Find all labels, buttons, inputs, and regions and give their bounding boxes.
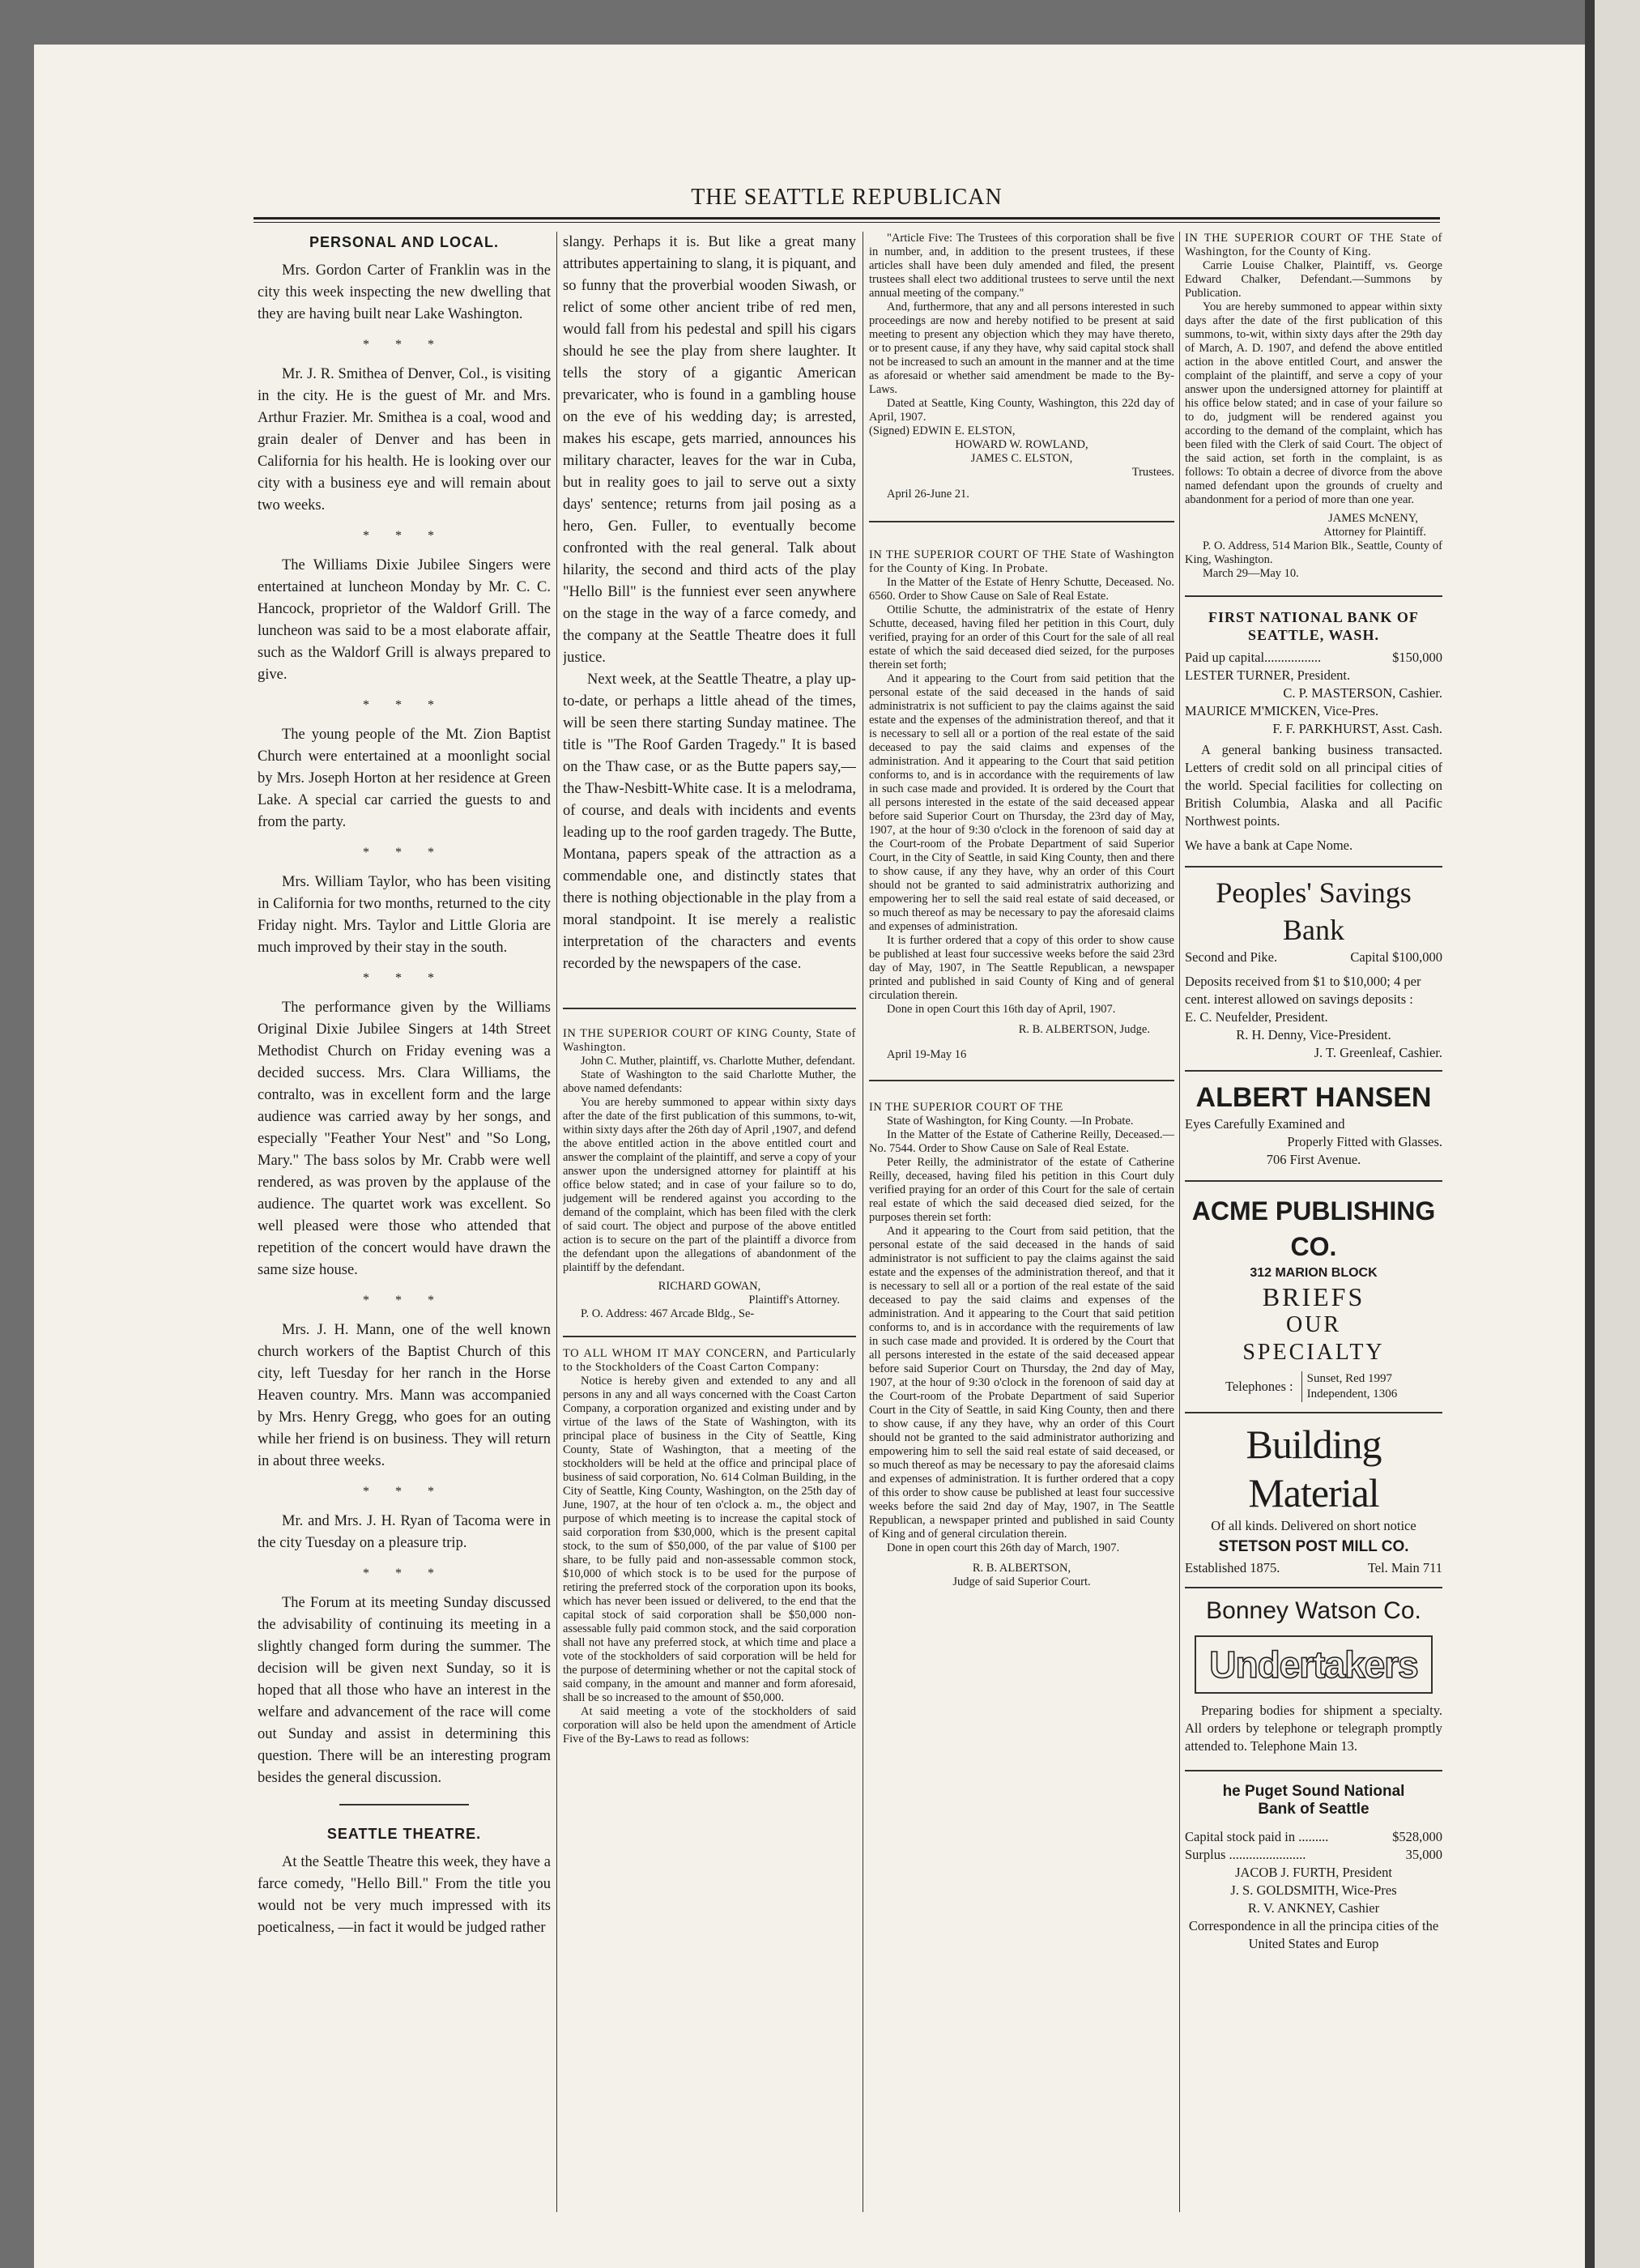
ad-title: Bank of Seattle [1258,1801,1370,1818]
column-rule-1 [556,232,557,2212]
notice-dates: April 19-May 16 [887,1048,967,1061]
officer: R. V. ANKNEY, Cashier [1247,1900,1380,1916]
ad-title: he Puget Sound National [1222,1783,1405,1800]
separator: * * * [363,1567,445,1580]
notice-text: At said meeting a vote of the stockholders of said corporation will also be held upon the amendment of Article Five of the By-Laws to read as follows: [563,1705,856,1746]
officer: R. H. Denny, Vice-President. [1236,1027,1391,1042]
capital-value: $150,000 [1392,650,1442,665]
notice-title: IN THE SUPERIOR COURT OF THE State of Washington, for the County of King. [1185,232,1442,258]
ad-title: FIRST NATIONAL BANK OF SEATTLE, WASH. [1208,609,1419,643]
phone-list [1301,1371,1398,1402]
signature: R. B. ALBERTSON, [972,1562,1071,1575]
ad-text: We have a bank at Cape Nome. [1185,838,1353,853]
ad-text: Correspondence in all the principa cities of the United States and Europ [1188,1918,1439,1951]
officer: MAURICE M'MICKEN, Vice-Pres. [1185,703,1379,718]
news-item: Mr. and Mrs. J. H. Ryan of Tacoma were in the city Tuesday on a pleasure trip. [258,1513,551,1551]
ad-text: Deposits received from $1 to $10,000; 4 per cent. interest allowed on savings deposits : [1185,974,1421,1007]
news-item: The Forum at its meeting Sunday discussed the advisability of continuing its meeting in a slightly changed form during the summer. The decision will be given next Sunday, so it is hoped that all those who have an interest in the welfare and advancement of the race will come out Sunday and assist in determining this question. There will be an interesting program besides the general discussion. [258,1595,551,1786]
divider [1185,1180,1442,1182]
divider [1185,1412,1442,1413]
page-gutter [1585,0,1595,2268]
signature: Judge of said Superior Court. [952,1575,1091,1588]
ad-acme-publishing [1185,1193,1442,1402]
ad-text: 706 First Avenue. [1266,1152,1361,1167]
ad-text: Eyes Carefully Examined and [1185,1116,1345,1132]
legal-notice-schutte [869,548,1174,1062]
masthead: THE SEATTLE REPUBLICAN [691,185,1003,210]
notice-text: State of Washington, for King County. —In Probate. [887,1115,1134,1128]
notice-text: Done in open Court this 16th day of April, 1907. [887,1003,1116,1016]
divider [339,1804,469,1805]
divider [563,1008,856,1009]
ad-title: Bonney Watson Co. [1206,1597,1421,1624]
notice-title: TO ALL WHOM IT MAY CONCERN, and Particularly to the Stockholders of the Coast Carton Company: [563,1347,856,1374]
legal-notice-carton-cont [869,232,1174,501]
bank-capital: Capital $100,000 [1350,949,1442,965]
signature: Trustees. [1131,466,1174,479]
ad-building-material [1185,1420,1442,1577]
divider [1185,1070,1442,1072]
news-item: The performance given by the Williams Original Dixie Jubilee Singers at 14th Street Methodist Church on Friday evening was a decided success. Mrs. Clara Williams, the contralto, was in excellent form and the large audience was carried away by her songs, and especially "Feather Your Nest" and "So Long, Mary." The bass solos by Mr. Crabb were well rendered, as was proven by the applause of the audience. The quartet work was excellent. So well pleased were those who attended that repetition of the concert would have drawn the same size house. [258,1000,551,1278]
ad-title: ACME PUBLISHING CO. [1191,1196,1436,1261]
signature: R. B. ALBERTSON, Judge. [1018,1023,1150,1036]
notice-text: Dated at Seattle, King County, Washington, this 22d day of April, 1907. [869,397,1174,424]
notice-title: IN THE SUPERIOR COURT OF THE State of Washington for the County of King. In Probate. [869,548,1174,575]
separator: * * * [363,698,445,712]
theatre-paragraph: Next week, at the Seattle Theatre, a play up-to-date, or perhaps a little ahead of the times, will be seen there starting Sunday matinee. The title is "The Roof Garden Tragedy." It is based on the Thaw case, or as the Butte papers say,—the Thaw-Nesbitt-White case. It is a melodrama, of course, and deals with incidents and events leading up to the roof garden tragedy. The Butte, Montana, papers speak of the attraction as a commendable one, and distinctly states that there is nothing objectionable in the play from a moral standpoint. It ise merely a realistic interpretation of the characters and events recorded by the newspapers of the case. [563,671,856,972]
ad-text: SPECIALTY [1242,1340,1385,1365]
notice-text: Ottilie Schutte, the administratrix of the estate of Henry Schutte, deceased, having filed her petition in this Court, duly verified, praying for an order of this Court for the sale of all real estate of which the said deceased died seized, for the purposes therein set forth; [869,603,1174,671]
capital-value: $528,000 [1392,1829,1442,1844]
divider [869,1080,1174,1081]
notice-text: It is further ordered that a copy of this order to show cause be published at least four successive weeks before the said 23rd day of May, 1907, in The Seattle Republican, a newspaper printed and published in said County of King and of general circulation therein. [869,934,1174,1002]
adjacent-page-edge [1585,0,1640,2268]
notice-dates: March 29—May 10. [1203,567,1299,580]
officer: F. F. PARKHURST, Asst. Cash. [1272,721,1442,736]
ad-text: BRIEFS [1262,1282,1365,1311]
telephone: Tel. Main 711 [1367,1560,1442,1575]
news-item: Mrs. William Taylor, who has been visiting in California for two months, returned to the city Friday night. Mrs. Taylor and Little Gloria are much improved by their stay in the south. [258,874,551,956]
notice-text: Peter Reilly, the administrator of the estate of Catherine Reilly, deceased, having filed his petition in this Court duly verified praying for an order of this Court for the sale of certain real estate of which the said deceased died seized, for the purposes therein set forth: [869,1156,1174,1224]
capital-label: Capital stock paid in ......... [1185,1829,1329,1844]
section-heading: PERSONAL AND LOCAL. [309,234,499,250]
notice-title: IN THE SUPERIOR COURT OF THE [869,1101,1063,1114]
signature: RICHARD GOWAN, [658,1280,761,1293]
signature: JAMES McNENY, [1328,512,1418,525]
notice-title: IN THE SUPERIOR COURT OF KING County, State of Washington. [563,1027,856,1054]
notice-address: P. O. Address, 514 Marion Blk., Seattle, County of King, Washington. [1185,539,1442,566]
masthead-rule [253,217,1440,220]
signature: Attorney for Plaintiff. [1323,526,1426,539]
news-item: Mr. J. R. Smithea of Denver, Col., is visiting in the city. He is the guest of Mr. and Mrs. Arthur Frazier. Mr. Smithea is a coal, wood and grain dealer of Denver and has been in California for his health. He is looking over our city with a business eye and will remain about two weeks. [258,366,551,514]
separator: * * * [363,846,445,859]
news-item: The young people of the Mt. Zion Baptist Church were entertained at a moonlight social by Mrs. Joseph Horton at her residence at Green Lake. A special car carried the guests to and from the party. [258,727,551,830]
legal-notice-reilly [869,1101,1174,1589]
news-item: Mrs. J. H. Mann, one of the well known church workers of the Baptist Church of this city, left Tuesday for her ranch in the Horse Heaven country. Mrs. Mann was accompanied by Mrs. Henry Gregg, who goes for an outing while her friend is on business. They will return in about three weeks. [258,1322,551,1469]
signature: HOWARD W. ROWLAND, [955,438,1088,451]
ad-text: A general banking business transacted. Letters of credit sold on all principal cities of the world. Special facilities for collecting on British Columbia, Alaska and all Pacific Northwest points. [1185,742,1442,829]
ad-bonney-watson [1185,1595,1442,1755]
phone-number: Sunset, Red 1997 [1306,1372,1393,1385]
ad-company: STETSON POST MILL CO. [1218,1538,1409,1555]
divider [563,1336,856,1337]
officer: J. S. GOLDSMITH, Wice-Pres [1230,1882,1397,1898]
ad-line [1185,1559,1442,1577]
ad-title: Building Material [1246,1422,1382,1516]
officer: LESTER TURNER, President. [1185,667,1351,683]
signature: Plaintiff's Attorney. [748,1294,840,1307]
ad-line [1185,1846,1442,1864]
notice-text: You are hereby summoned to appear within sixty days after the date of the first publication of this summons, to-wit, within sixty days after the 29th day of March, A. D. 1907, and defend the above entitled action in the above entitled Court, and answer the complaint of the plaintiff, and serve a copy of your answer upon the undersigned attorney for plaintiff at his office below stated; and in case of your failure so to do, judgment will be rendered against you according to the demand of the complaint, which has been filed with the Clerk of said Court. The object of the said action, set forth in the complaint, is as follows: To obtain a decree of divorce from the above named defendant upon the grounds of cruelty and abandonment for a period of more than one year. [1185,301,1442,506]
column-theatre-legal [563,232,856,1746]
notice-text: In the Matter of the Estate of Henry Schutte, Deceased. No. 6560. Order to Show Cause on Sale of Real Estate. [869,576,1174,603]
notice-text: John C. Muther, plaintiff, vs. Charlotte Muther, defendant. [581,1055,855,1068]
separator: * * * [363,338,445,352]
bank-address: Second and Pike. [1185,949,1278,965]
masthead-rule-thin [253,222,1440,223]
divider [1185,1770,1442,1771]
column-rule-3 [1179,232,1180,2212]
notice-text: State of Washington to the said Charlotte Muther, the above named defendants: [563,1068,856,1095]
news-item: Mrs. Gordon Carter of Franklin was in the city this week inspecting the new dwelling that they are having built near Lake Washington. [258,262,551,322]
separator: * * * [363,1294,445,1307]
ad-text: Properly Fitted with Glasses. [1287,1134,1442,1149]
ad-text: OUR [1285,1312,1342,1337]
undertakers-logo: Undertakers [1195,1635,1433,1694]
surplus-label: Surplus ....................... [1185,1847,1306,1862]
notice-text: Carrie Louise Chalker, Plaintiff, vs. George Edward Chalker, Defendant.—Summons by Publication. [1185,259,1442,300]
ad-albert-hansen [1185,1080,1442,1169]
column-legal-notices [869,232,1174,1589]
column-advertisements [1185,232,1442,1953]
ad-first-national-bank [1185,608,1442,855]
ad-line [1185,949,1442,966]
signature: (Signed) EDWIN E. ELSTON, [869,424,1016,437]
officer: E. C. Neufelder, President. [1185,1009,1328,1025]
ad-text: Of all kinds. Delivered on short notice [1211,1518,1416,1533]
ad-title: Peoples' Savings Bank [1216,876,1412,946]
notice-text: And, furthermore, that any and all persons interested in such proceedings are now and hereby notified to be present at said meeting to present any objection which they may have thereto, or to present cause, if any they have, why said capital stock shall not be increased to such an amount in the manner and at the time as aforesaid or whether said amendment be made to the By-Laws. [869,301,1174,396]
ad-peoples-savings-bank [1185,874,1442,1062]
legal-notice-chalker [1185,232,1442,581]
separator: * * * [363,971,445,985]
notice-dates: April 26-June 21. [887,488,969,501]
column-personal-local [258,232,551,1939]
divider [869,521,1174,522]
surplus-value: 35,000 [1405,1847,1442,1862]
notice-text: "Article Five: The Trustees of this corporation shall be five in number, and, in addition to the present trustees, if these articles shall have been duly amended and filed, the present trustees shall elect two additional trustees to serve until the next annual meeting of the company." [869,232,1174,300]
section-heading: SEATTLE THEATRE. [326,1826,482,1842]
ad-phones [1185,1371,1442,1402]
divider [1185,595,1442,597]
notice-text: Done in open court this 26th day of March, 1907. [887,1541,1120,1554]
notice-address: P. O. Address: 467 Arcade Bldg., Se- [581,1307,755,1320]
ad-line [1185,649,1442,667]
legal-notice-muther [563,1027,856,1321]
officer: C. P. MASTERSON, Cashier. [1283,685,1442,701]
officer: J. T. Greenleaf, Cashier. [1314,1045,1442,1060]
notice-text: And it appearing to the Court from said petition that the personal estate of the said deceased in the hands of said administratrix is not sufficient to pay the claims against the said estate and the expenses of the administration thereof, and that it is necessary to sell all or a portion of the real estate of the said deceased to pay the said claims and expenses of the administration. And it appearing to the Court that said petition conforms to, and is in accordance with the requirements of law in such case made and provided. It is ordered by the Court that all persons interested in the estate of the said deceased appear before said Superior Court on Thursday, the 23rd day of May, 1907, at the hour of 9:30 o'clock in the forenoon of said day at the Court-room of the Probate Department of said Superior Court, in the City of Seattle, in said King County, then and there to show cause, if any they have, why an order of this Court should not be granted to said administratrix authorizing and empowering her to sell the said real estate of said deceased, or so much thereof as may be necessary to pay the aforesaid claims and expenses of administration. [869,672,1174,933]
signature: JAMES C. ELSTON, [970,452,1073,465]
divider [1185,866,1442,868]
divider [1185,1587,1442,1588]
notice-text: You are hereby summoned to appear within sixty days after the date of the first publication of this summons, to-wit, within sixty days after the 26th day of April ,1907, and defend the above entitled action in the above entitled court and answer the complaint of the plaintiff, and serve a copy of your answer upon the undersigned attorney for plaintiff at his office below stated; and in case of your failure so to do, judgement will be rendered against you according to the demand of the complaint, which has been filed with the clerk of said court. The object and purpose of the above entitled action is to secure on the part of the plaintiff a divorce from the defendant upon the allegations of abandonment of the plaintiff by the defendant. [563,1096,856,1274]
theatre-paragraph-cont: slangy. Perhaps it is. But like a great many attributes appertaining to slang, it is piquant, and so funny that the proverbial wooden Siwash, or relict of some other ancient tribe of red men, would fall from his pedestal and spill his cigars should he see the play from shere laughter. It tells the story of a gigantic American prevaricater, who is found in a gambling house on the eve of his wedding day; is arrested, makes his escape, gets married, announces his military character, leaves for the war in Cuba, but in reality goes to jail to serve out a sixty days' sentence; returns from jail posing as a hero, Gen. Fuller, to eventually become confronted with the real general. Talk about hilarity, the second and third acts of the play "Hello Bill" is the funniest ever seen anywhere on the stage in the way of a farce comedy, and the company at the Seattle Theatre does it full justice. [563,234,856,666]
news-item: The Williams Dixie Jubilee Singers were entertained at luncheon Monday by Mr. C. C. Hancock, proprietor of the Waldorf Grill. The luncheon was said to be a most elaborate affair, such as the Waldorf Grill is always prepared to give. [258,557,551,683]
ad-title: ALBERT HANSEN [1195,1082,1432,1113]
ad-puget-sound-bank [1185,1783,1442,1953]
officer: JACOB J. FURTH, President [1235,1865,1392,1880]
notice-text: And it appearing to the Court from said petition, that the personal estate of the said deceased in the hands of said administrator is not sufficient to pay the claims against the said estate and the expenses of the administration thereof, and that it is necessary to sell all or a portion of the real estate of the said deceased to pay the said claims and expenses of the administration. And it appearing to the Court that said petition conforms to, and is in accordance with the requirements of law in such case made and provided. It is ordered by the Court that all persons interested in the estate of the said deceased appear before said Superior Court on Thursday, the 2nd day of May, 1907, at the hour of 9:30 o'clock in the forenoon of said day at the Court-room of the Probate Department of said Superior Court in the City of Seattle, in said King County, then and there to show cause, if any they have, why an order of this Court should not be granted to the said administrator authorizing and empowering him to sell the said real estate of said deceased, or so much thereof as may be necessary to pay the aforesaid claims and expenses of administration. It is further ordered that a copy of this order to show cause be published at least four successive weeks before the said 2nd day of May, 1907, in The Seattle Republican, a newspaper printed and published in said County of King and of general circulation therein. [869,1225,1174,1541]
notice-text: Notice is hereby given and extended to any and all persons in any and all ways concerned with the Coast Carton Company, a corporation organized and existing under and by virtue of the laws of the State of Washington, with its principal place of business in the City of Seattle, King County, State of Washington, that a meeting of the stockholders will be held at the office and principal place of business of said corporation, No. 614 Colman Building, in the City of Seattle, King County, Washington, on the 25th day of June, 1907, at the hour of ten o'clock a. m., the object and purpose of which meeting is to increase the capital stock of said corporation from $30,000, which is the present capital stock, to the sum of $50,000, of the par value of $100 per share, to be fully paid and non-assessable common stock, $10,000 of which stock is to be used for the purpose of retiring the preferred stock of the corporation upon its books, which has never been issued or delivered, to the end that the capital stock of said corporation shall be $50,000 non-assessable fully paid common stock, and the said corporation shall not have any preferred stock, at which time and place a vote of the stockholders of said corporation will be held for the purpose of determining whether or not the capital stock of said company, in the amount and manner and form aforesaid, shall be so increased to the amount of $50,000. [563,1375,856,1704]
capital-label: Paid up capital................. [1185,650,1322,665]
ad-address: 312 MARION BLOCK [1250,1266,1378,1280]
legal-notice-carton [563,1347,856,1746]
phones-label: Telephones : [1225,1379,1293,1394]
ad-text: Preparing bodies for shipment a specialty. All orders by telephone or telegraph promptly attended to. Telephone Main 13. [1185,1703,1442,1754]
phone-number: Independent, 1306 [1306,1388,1398,1400]
established: Established 1875. [1185,1560,1280,1575]
notice-text: In the Matter of the Estate of Catherine Reilly, Deceased.—No. 7544. Order to Show Cause on Sale of Real Estate. [869,1128,1174,1155]
ad-line [1185,1828,1442,1846]
theatre-paragraph: At the Seattle Theatre this week, they have a farce comedy, "Hello Bill." From the title you would not be very much impressed with its poeticalness, —in fact it would be judged rather [258,1854,551,1936]
separator: * * * [363,1485,445,1498]
separator: * * * [363,529,445,543]
